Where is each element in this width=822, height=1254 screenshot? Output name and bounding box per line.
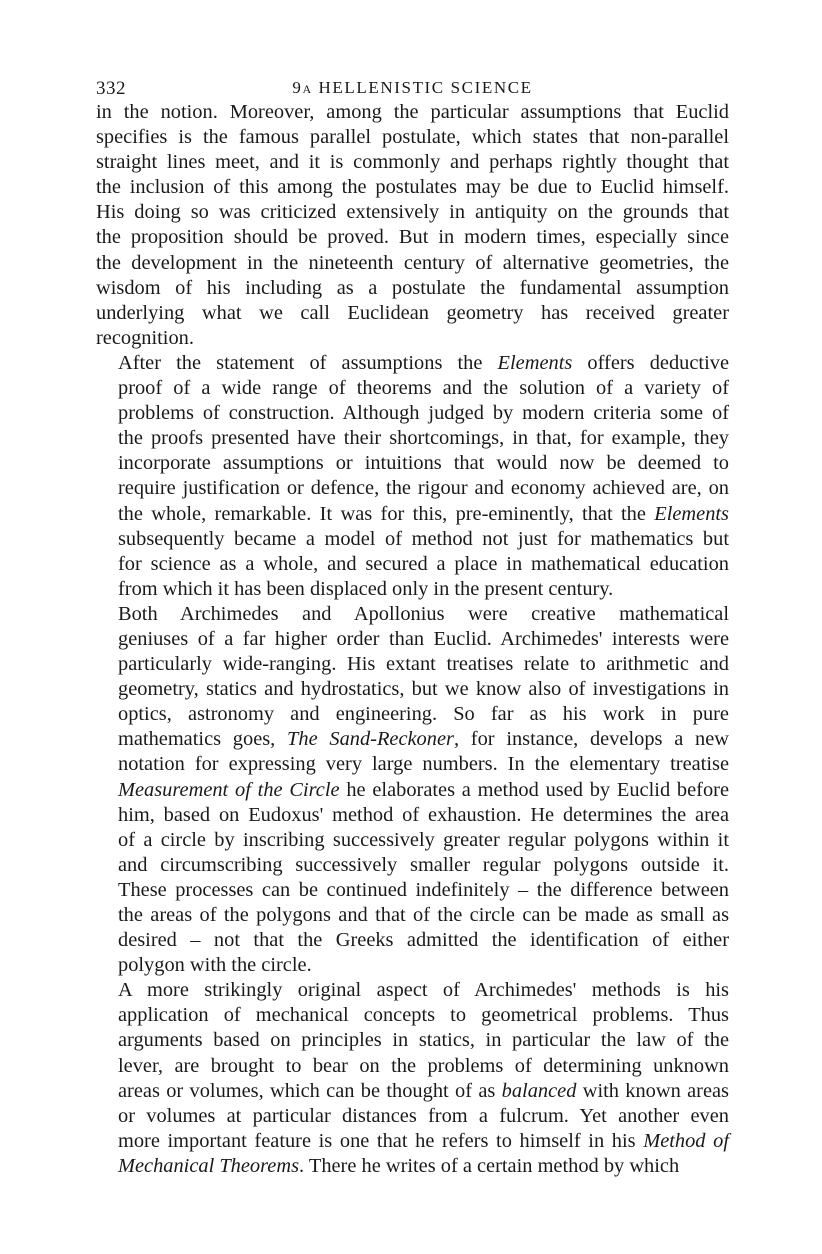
italic-title: Method of	[643, 1129, 729, 1152]
italic-title: Elements	[654, 502, 729, 525]
text-line	[96, 878, 729, 903]
text-line	[96, 426, 729, 451]
text-run: him, based on Eudoxus' method of exhaustion. He determines the area	[118, 803, 729, 826]
text-line	[96, 1154, 729, 1179]
text-line	[96, 251, 729, 276]
text-run: polygon with the circle.	[118, 954, 312, 977]
text-run: areas or volumes, which can be thought of as	[118, 1079, 502, 1102]
italic-title: balanced	[501, 1079, 577, 1102]
text-line	[96, 476, 729, 501]
text-run: geniuses of a far higher order than Euclid. Archimedes' interests were	[118, 627, 729, 650]
text-line	[96, 100, 729, 125]
text-run: , for instance, develops a new	[453, 728, 729, 751]
text-run: desired – not that the Greeks admitted the identification of either	[118, 929, 729, 952]
text-run: the proposition should be proved. But in modern times, especially since	[96, 226, 729, 249]
text-run: in the notion. Moreover, among the particular assumptions that Euclid	[96, 101, 729, 123]
text-line	[96, 527, 729, 552]
text-line	[96, 125, 729, 150]
text-run: the areas of the polygons and that of the circle can be made as small as	[118, 904, 729, 926]
page-number: 332	[96, 78, 126, 99]
paragraph	[96, 602, 729, 978]
text-run: Both Archimedes and Apollonius were creative mathematical	[118, 602, 729, 625]
text-line	[96, 978, 729, 1003]
text-line	[96, 376, 729, 401]
text-run: the whole, remarkable. It was for this, pre-eminently, that the	[118, 502, 655, 525]
text-run: offers deductive	[572, 351, 729, 374]
text-run: more important feature is one that he refers to himself in his	[118, 1129, 644, 1152]
text-run: from which it has been displaced only in the present century.	[118, 577, 614, 600]
text-line	[96, 1104, 729, 1129]
text-run: require justification or defence, the rigour and economy achieved are, on	[118, 477, 729, 500]
text-run: the proofs presented have their shortcomings, in that, for example, they	[118, 427, 729, 450]
text-run: specifies is the famous parallel postulate, which states that non-parallel	[96, 126, 729, 149]
text-line	[96, 953, 729, 978]
text-run: His doing so was criticized extensively in antiquity on the grounds that	[96, 201, 729, 224]
text-run: the inclusion of this among the postulates may be due to Euclid himself.	[96, 176, 729, 199]
text-run: problems of construction. Although judged by modern criteria some of	[118, 402, 729, 425]
text-line	[96, 778, 729, 803]
text-line	[96, 1054, 729, 1079]
text-line	[96, 451, 729, 476]
text-line	[96, 903, 729, 928]
text-run: geometry, statics and hydrostatics, but we know also of investigations in	[118, 678, 729, 701]
text-line	[96, 702, 729, 727]
text-run: with known areas	[576, 1079, 729, 1102]
italic-title: Elements	[497, 351, 573, 374]
running-head	[96, 70, 729, 100]
text-run: particularly wide-ranging. His extant treatises relate to arithmetic and	[118, 653, 729, 676]
text-run: proof of a wide range of theorems and the solution of a variety of	[118, 377, 729, 400]
text-run: mathematics goes,	[118, 728, 288, 751]
italic-title: Measurement of the Circle	[118, 778, 340, 801]
text-line	[96, 351, 729, 376]
text-run: of a circle by inscribing successively greater regular polygons within it	[118, 828, 729, 851]
text-line	[96, 552, 729, 577]
text-line	[96, 853, 729, 878]
text-line	[96, 752, 729, 777]
text-line	[96, 502, 729, 527]
text-run: arguments based on principles in statics, in particular the law of the	[118, 1029, 729, 1052]
text-line	[96, 225, 729, 250]
book-page	[96, 70, 729, 1179]
text-run: lever, are brought to bear on the problems of determining unknown	[118, 1054, 729, 1077]
text-run: A more strikingly original aspect of Archimedes' methods is his	[118, 979, 729, 1002]
text-line	[96, 652, 729, 677]
text-line	[96, 928, 729, 953]
text-run: application of mechanical concepts to geometrical problems. Thus	[118, 1004, 729, 1027]
text-line	[96, 727, 729, 752]
text-run: subsequently became a model of method not just for mathematics but	[118, 527, 729, 550]
text-run: for science as a whole, and secured a place in mathematical education	[118, 552, 729, 575]
body-text	[96, 100, 729, 1179]
text-line	[96, 1129, 729, 1154]
text-run: underlying what we call Euclidean geometry has received greater	[96, 301, 729, 324]
text-line	[96, 326, 729, 351]
text-run: or volumes at particular distances from a fulcrum. Yet another even	[118, 1104, 729, 1127]
text-run: . There he writes of a certain method by which	[299, 1154, 680, 1177]
text-line	[96, 200, 729, 225]
text-line	[96, 677, 729, 702]
paragraph	[96, 351, 729, 602]
text-line	[96, 401, 729, 426]
text-run: and circumscribing successively smaller regular polygons outside it.	[118, 853, 729, 876]
section-title: 9a HELLENISTIC SCIENCE	[292, 78, 533, 97]
text-run: he elaborates a method used by Euclid before	[339, 778, 729, 801]
text-line	[96, 276, 729, 301]
text-line	[96, 1028, 729, 1053]
text-line	[96, 803, 729, 828]
paragraph	[96, 978, 729, 1179]
text-line	[96, 175, 729, 200]
paragraph	[96, 100, 729, 351]
text-run: recognition.	[96, 326, 194, 349]
text-line	[96, 577, 729, 602]
text-line	[96, 1079, 729, 1104]
text-run: the development in the nineteenth century of alternative geometries, the	[96, 251, 729, 274]
text-line	[96, 1003, 729, 1028]
text-run: notation for expressing very large numbers. In the elementary treatise	[118, 753, 729, 776]
text-line	[96, 828, 729, 853]
text-line	[96, 602, 729, 627]
text-run: These processes can be continued indefinitely – the difference between	[118, 878, 729, 901]
text-line	[96, 627, 729, 652]
italic-title: Mechanical Theorems	[118, 1154, 300, 1177]
text-run: wisdom of his including as a postulate the fundamental assumption	[96, 276, 729, 299]
italic-title: The Sand-Reckoner	[287, 728, 454, 751]
text-line	[96, 301, 729, 326]
text-run: optics, astronomy and engineering. So far as his work in pure	[118, 703, 729, 726]
text-line	[96, 150, 729, 175]
text-run: After the statement of assumptions the	[118, 351, 498, 374]
text-run: straight lines meet, and it is commonly and perhaps rightly thought that	[96, 151, 729, 174]
text-run: incorporate assumptions or intuitions that would now be deemed to	[118, 452, 729, 475]
